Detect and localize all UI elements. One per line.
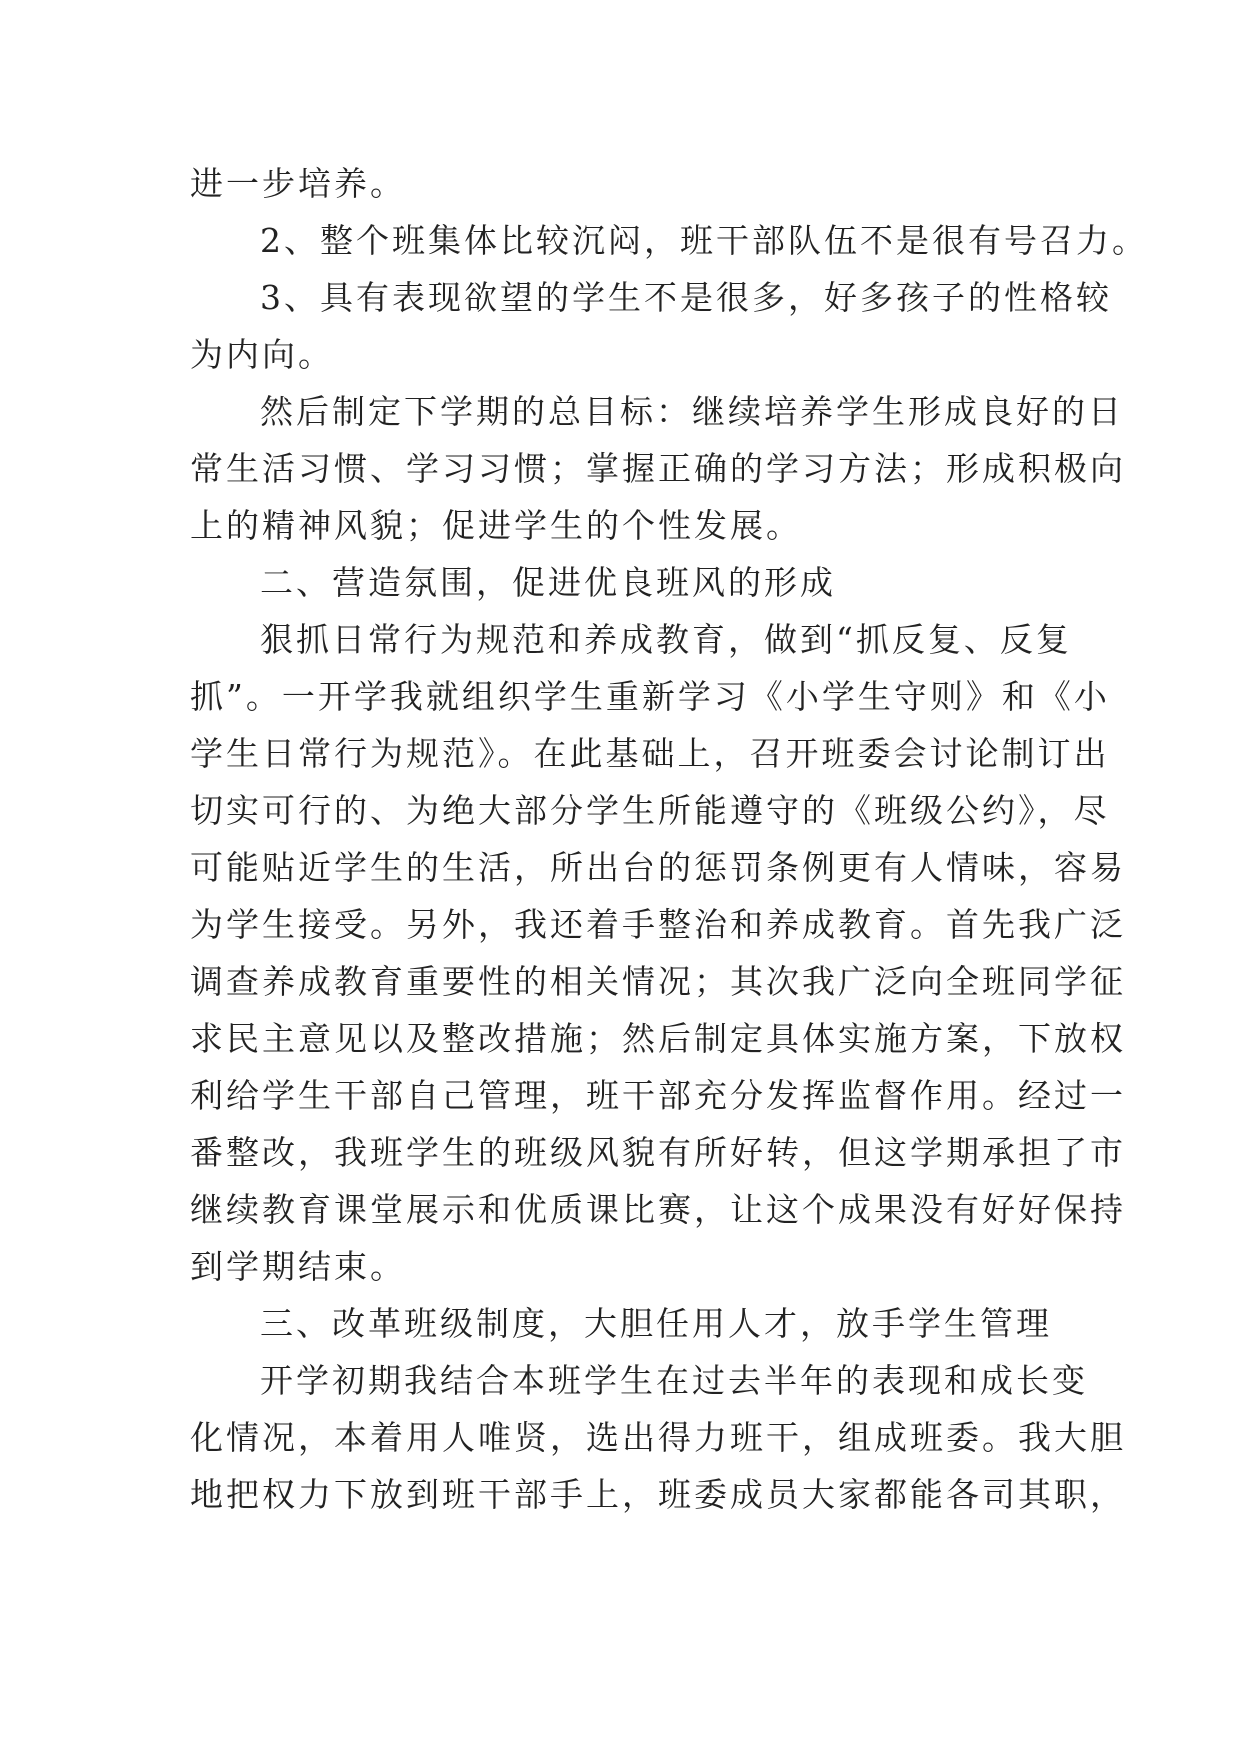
text-line: 常生活习惯、学习习惯；掌握正确的学习方法；形成积极向: [190, 449, 1126, 488]
text-line: 求民主意见以及整改措施；然后制定具体实施方案，下放权: [190, 1019, 1126, 1058]
text-line: 继续教育课堂展示和优质课比赛，让这个成果没有好好保持: [190, 1190, 1126, 1229]
text-line: 为学生接受。另外，我还着手整治和养成教育。首先我广泛: [190, 905, 1126, 944]
text-line: 开学初期我结合本班学生在过去半年的表现和成长变: [260, 1361, 1088, 1400]
section-heading: 二、营造氛围，促进优良班风的形成: [260, 563, 836, 602]
text-line: 切实可行的、为绝大部分学生所能遵守的《班级公约》，尽: [190, 791, 1110, 830]
document-body: [190, 155, 1148, 1523]
text-line: 抓”。一开学我就组织学生重新学习《小学生守则》和《小: [190, 677, 1110, 716]
section-heading: 三、改革班级制度，大胆任用人才，放手学生管理: [260, 1304, 1052, 1343]
text-line: 化情况，本着用人唯贤，选出得力班干，组成班委。我大胆: [190, 1418, 1126, 1457]
text-line: 番整改，我班学生的班级风貌有所好转，但这学期承担了市: [190, 1133, 1126, 1172]
text-line: 可能贴近学生的生活，所出台的惩罚条例更有人情味，容易: [190, 848, 1126, 887]
text-line: 3、具有表现欲望的学生不是很多，好多孩子的性格较: [260, 278, 1112, 317]
text-line: 利给学生干部自己管理，班干部充分发挥监督作用。经过一: [190, 1076, 1126, 1115]
text-line: 调查养成教育重要性的相关情况；其次我广泛向全班同学征: [190, 962, 1126, 1001]
text-line: 学生日常行为规范》。在此基础上，召开班委会讨论制订出: [190, 734, 1110, 773]
text-line: 进一步培养。: [190, 164, 406, 203]
text-line: 为内向。: [190, 335, 334, 374]
text-line: 2、整个班集体比较沉闷，班干部队伍不是很有号召力。: [260, 221, 1148, 260]
text-line: 地把权力下放到班干部手上，班委成员大家都能各司其职，: [190, 1475, 1126, 1514]
text-line: 狠抓日常行为规范和养成教育，做到“抓反复、反复: [260, 620, 1072, 659]
text-line: 然后制定下学期的总目标：继续培养学生形成良好的日: [260, 392, 1124, 431]
text-line: 上的精神风貌；促进学生的个性发展。: [190, 506, 802, 545]
text-line: 到学期结束。: [190, 1247, 406, 1286]
